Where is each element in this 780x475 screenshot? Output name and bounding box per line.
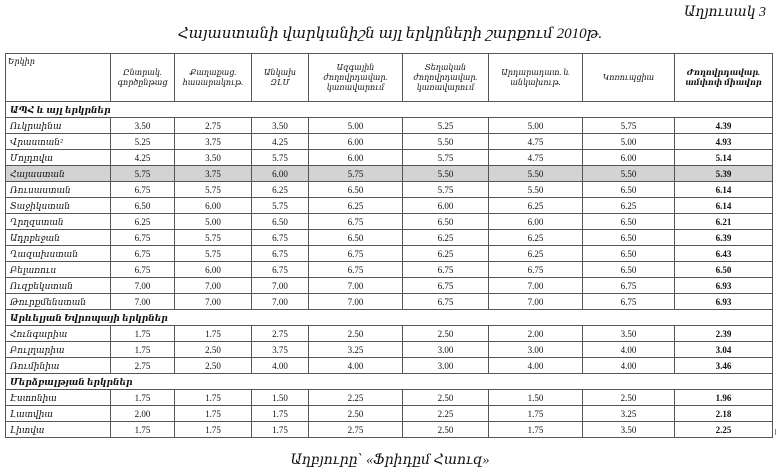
table-row	[6, 422, 773, 438]
table-row	[6, 134, 773, 150]
score-cell: 6.75	[252, 246, 309, 262]
table-row	[6, 246, 773, 262]
score-cell: 6.00	[175, 262, 252, 278]
score-cell: 5.50	[489, 182, 583, 198]
score-cell: 6.75	[403, 294, 489, 310]
score-cell: 6.75	[111, 262, 175, 278]
column-header: Ընտրակ. գործընթաց	[111, 54, 175, 102]
score-cell: 5.75	[175, 230, 252, 246]
column-header: Արդարադատ. և անկախութ.	[489, 54, 583, 102]
country-cell: Բելառուս	[6, 262, 111, 278]
score-cell: 2.25	[309, 390, 403, 406]
score-cell: 2.50	[309, 406, 403, 422]
source-note: Աղբյուրը՝ «Ֆրիդըմ Հաուզ»	[290, 453, 490, 468]
score-cell: 2.75	[111, 358, 175, 374]
table-row	[6, 182, 773, 198]
score-cell: 6.00	[583, 150, 675, 166]
score-cell: 6.00	[175, 198, 252, 214]
score-cell: 3.25	[583, 406, 675, 422]
score-total-cell: 2.18	[675, 406, 773, 422]
score-cell: 6.50	[583, 246, 675, 262]
score-cell: 5.75	[403, 182, 489, 198]
score-cell: 6.75	[309, 262, 403, 278]
country-cell: Լատվիա	[6, 406, 111, 422]
country-cell: Վրաստան²	[6, 134, 111, 150]
score-cell: 1.75	[175, 406, 252, 422]
column-header: Ազգային ժողովրդավար. կառավարում	[309, 54, 403, 102]
score-cell: 6.25	[489, 230, 583, 246]
score-cell: 4.00	[583, 358, 675, 374]
score-cell: 2.50	[403, 326, 489, 342]
score-cell: 3.00	[403, 342, 489, 358]
score-cell: 6.50	[309, 230, 403, 246]
score-cell: 4.75	[489, 134, 583, 150]
score-cell: 4.00	[489, 358, 583, 374]
score-cell: 6.75	[403, 262, 489, 278]
group-row	[6, 102, 773, 118]
score-cell: 1.75	[175, 422, 252, 438]
score-cell: 6.00	[309, 134, 403, 150]
score-cell: 7.00	[309, 278, 403, 294]
score-cell: 6.75	[309, 246, 403, 262]
score-total-cell: 6.93	[675, 278, 773, 294]
table-number: Աղյուսակ 3	[683, 5, 766, 20]
score-total-cell: 6.14	[675, 198, 773, 214]
score-total-cell: 6.39	[675, 230, 773, 246]
score-cell: 3.50	[111, 118, 175, 134]
score-cell: 6.25	[111, 214, 175, 230]
score-total-cell: 6.43	[675, 246, 773, 262]
score-cell: 1.75	[111, 390, 175, 406]
score-cell: 7.00	[252, 278, 309, 294]
score-cell: 6.75	[403, 278, 489, 294]
score-cell: 1.50	[252, 390, 309, 406]
table-row	[6, 150, 773, 166]
score-cell: 5.25	[403, 118, 489, 134]
score-total-cell: 2.25	[675, 422, 773, 438]
score-cell: 5.00	[309, 118, 403, 134]
score-cell: 5.50	[403, 166, 489, 182]
group-label: ԱՊՀ և այլ երկրներ	[6, 102, 773, 118]
score-cell: 6.00	[252, 166, 309, 182]
score-total-cell: 3.04	[675, 342, 773, 358]
score-cell: 5.75	[583, 118, 675, 134]
score-cell: 2.50	[583, 390, 675, 406]
table-header-row	[6, 54, 773, 102]
score-cell: 5.75	[252, 150, 309, 166]
score-cell: 1.75	[111, 422, 175, 438]
table-row	[6, 294, 773, 310]
score-cell: 6.75	[583, 278, 675, 294]
score-cell: 7.00	[175, 278, 252, 294]
score-cell: 2.50	[175, 342, 252, 358]
score-cell: 6.00	[489, 214, 583, 230]
score-cell: 1.75	[111, 342, 175, 358]
country-cell: Ադրբեջան	[6, 230, 111, 246]
score-cell: 1.75	[252, 422, 309, 438]
score-cell: 7.00	[111, 294, 175, 310]
score-cell: 2.00	[111, 406, 175, 422]
score-cell: 1.50	[489, 390, 583, 406]
score-cell: 5.50	[489, 166, 583, 182]
score-cell: 6.50	[583, 262, 675, 278]
country-cell: Մոլդովա	[6, 150, 111, 166]
score-cell: 2.25	[403, 406, 489, 422]
score-total-cell: 4.39	[675, 118, 773, 134]
table-row	[6, 118, 773, 134]
score-cell: 6.25	[309, 198, 403, 214]
score-total-cell: 6.50	[675, 262, 773, 278]
score-cell: 7.00	[175, 294, 252, 310]
score-cell: 5.75	[175, 246, 252, 262]
group-label: Արևելյան Եվրոպայի երկրներ	[6, 310, 773, 326]
score-cell: 6.25	[489, 198, 583, 214]
table-row	[6, 278, 773, 294]
group-row	[6, 310, 773, 326]
column-header: Կոռուպցիա	[583, 54, 675, 102]
score-total-cell: 2.39	[675, 326, 773, 342]
country-cell: Հունգարիա	[6, 326, 111, 342]
score-cell: 2.50	[309, 326, 403, 342]
score-cell: 2.75	[175, 118, 252, 134]
score-cell: 6.25	[403, 230, 489, 246]
score-cell: 4.00	[583, 342, 675, 358]
score-cell: 6.25	[252, 182, 309, 198]
score-total-cell: 1.96	[675, 390, 773, 406]
score-cell: 4.00	[252, 358, 309, 374]
score-total-cell: 5.14	[675, 150, 773, 166]
score-total-cell: 6.21	[675, 214, 773, 230]
score-cell: 5.75	[111, 166, 175, 182]
column-header: Տեղական ժողովրդավար. կառավարում	[403, 54, 489, 102]
score-total-cell: 5.39	[675, 166, 773, 182]
score-cell: 4.25	[252, 134, 309, 150]
table-row	[6, 326, 773, 342]
score-cell: 6.75	[111, 246, 175, 262]
score-cell: 7.00	[111, 278, 175, 294]
score-cell: 1.75	[489, 406, 583, 422]
table-row	[6, 390, 773, 406]
country-cell: Էստոնիա	[6, 390, 111, 406]
score-cell: 3.75	[175, 134, 252, 150]
score-total-cell: 4.93	[675, 134, 773, 150]
score-cell: 6.50	[583, 230, 675, 246]
score-cell: 2.50	[403, 390, 489, 406]
table-row	[6, 198, 773, 214]
score-cell: 3.50	[583, 422, 675, 438]
score-total-cell: 6.93	[675, 294, 773, 310]
score-cell: 2.75	[252, 326, 309, 342]
score-cell: 6.50	[111, 198, 175, 214]
table-row	[6, 358, 773, 374]
score-cell: 6.25	[489, 246, 583, 262]
score-cell: 4.25	[111, 150, 175, 166]
score-cell: 1.75	[175, 326, 252, 342]
score-cell: 3.50	[175, 150, 252, 166]
score-cell: 6.75	[583, 294, 675, 310]
score-cell: 6.75	[489, 262, 583, 278]
score-cell: 6.50	[583, 214, 675, 230]
score-cell: 5.75	[309, 166, 403, 182]
score-cell: 6.25	[583, 198, 675, 214]
country-cell: Բուլղարիա	[6, 342, 111, 358]
country-cell: Ռուսաստան	[6, 182, 111, 198]
score-cell: 5.75	[175, 182, 252, 198]
score-cell: 6.75	[252, 230, 309, 246]
score-cell: 7.00	[309, 294, 403, 310]
group-row	[6, 374, 773, 390]
country-cell: Լիտվա	[6, 422, 111, 438]
table-row	[6, 262, 773, 278]
score-cell: 6.50	[309, 182, 403, 198]
country-cell: Տաջիկստան	[6, 198, 111, 214]
score-cell: 6.75	[111, 230, 175, 246]
score-cell: 4.00	[309, 358, 403, 374]
country-cell: Ղրղզստան	[6, 214, 111, 230]
score-cell: 3.50	[583, 326, 675, 342]
table-row	[6, 342, 773, 358]
score-cell: 5.25	[111, 134, 175, 150]
score-cell: 3.75	[175, 166, 252, 182]
table-row	[6, 214, 773, 230]
score-cell: 6.50	[403, 214, 489, 230]
score-cell: 6.75	[111, 182, 175, 198]
score-cell: 6.25	[403, 246, 489, 262]
score-cell: 6.75	[252, 262, 309, 278]
table-row-highlighted	[6, 166, 773, 182]
column-header: Ժողովրդավար. ամփոփ միավոր	[675, 54, 773, 102]
rating-table	[5, 53, 773, 438]
edge-mark	[775, 429, 776, 435]
column-header: Երկիր	[6, 54, 111, 102]
score-cell: 5.50	[583, 166, 675, 182]
score-cell: 2.50	[175, 358, 252, 374]
score-cell: 1.75	[175, 390, 252, 406]
rating-table-container	[5, 53, 772, 437]
country-cell: Ուզբեկստան	[6, 278, 111, 294]
column-header: Անկախ ԶԼՄ	[252, 54, 309, 102]
score-cell: 3.75	[252, 342, 309, 358]
score-cell: 3.25	[309, 342, 403, 358]
score-cell: 5.75	[252, 198, 309, 214]
score-cell: 3.00	[489, 342, 583, 358]
score-cell: 1.75	[252, 406, 309, 422]
table-row	[6, 406, 773, 422]
country-cell: Հայաստան	[6, 166, 111, 182]
score-cell: 6.50	[252, 214, 309, 230]
score-cell: 5.00	[583, 134, 675, 150]
score-cell: 5.00	[489, 118, 583, 134]
score-cell: 6.50	[583, 182, 675, 198]
score-cell: 1.75	[111, 326, 175, 342]
score-cell: 7.00	[489, 278, 583, 294]
group-label: Մերձբալթյան երկրներ	[6, 374, 773, 390]
column-header: Քաղաքաց. հասարակութ.	[175, 54, 252, 102]
score-cell: 3.50	[252, 118, 309, 134]
score-total-cell: 6.14	[675, 182, 773, 198]
country-cell: Թուրքմենստան	[6, 294, 111, 310]
score-cell: 3.00	[403, 358, 489, 374]
score-cell: 7.00	[489, 294, 583, 310]
score-cell: 5.75	[403, 150, 489, 166]
score-cell: 5.50	[403, 134, 489, 150]
score-cell: 4.75	[489, 150, 583, 166]
score-cell: 2.50	[403, 422, 489, 438]
score-cell: 6.00	[309, 150, 403, 166]
score-cell: 7.00	[252, 294, 309, 310]
table-body	[6, 102, 773, 438]
table-row	[6, 230, 773, 246]
document-title: Հայաստանի վարկանիշն այլ երկրների շարքում 2010թ.	[177, 26, 603, 42]
score-cell: 6.00	[403, 198, 489, 214]
score-cell: 2.00	[489, 326, 583, 342]
score-total-cell: 3.46	[675, 358, 773, 374]
score-cell: 5.00	[175, 214, 252, 230]
country-cell: Ուկրաինա	[6, 118, 111, 134]
country-cell: Ղազախստան	[6, 246, 111, 262]
score-cell: 1.75	[489, 422, 583, 438]
score-cell: 6.75	[309, 214, 403, 230]
score-cell: 2.75	[309, 422, 403, 438]
country-cell: Ռումինիա	[6, 358, 111, 374]
